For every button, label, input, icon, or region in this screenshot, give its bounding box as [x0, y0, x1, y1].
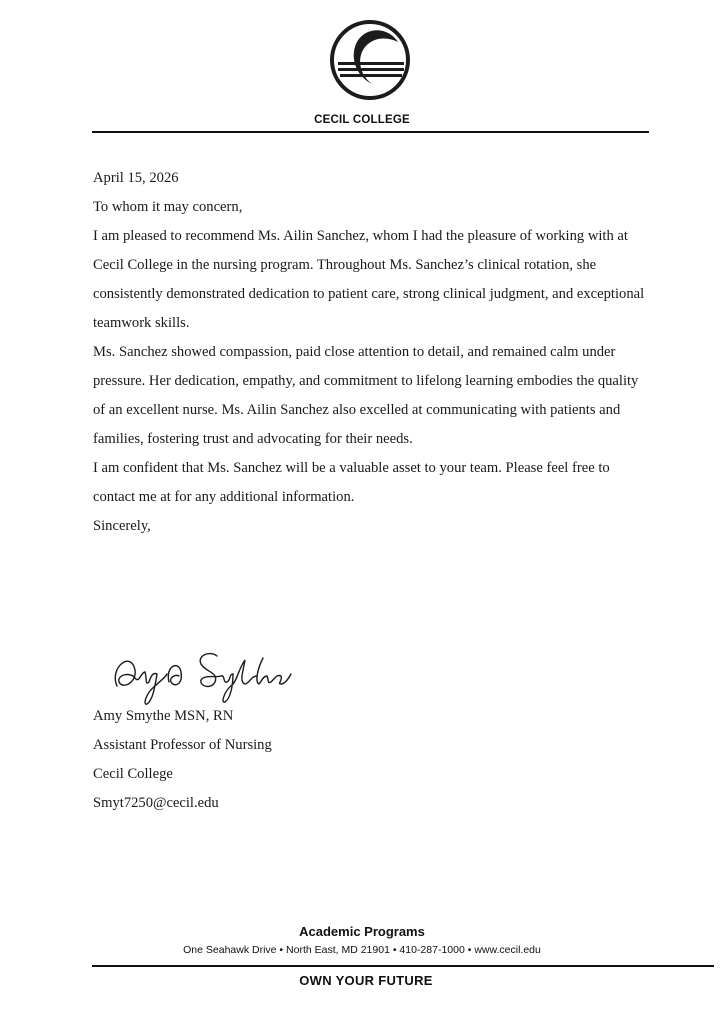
signature-icon — [105, 642, 305, 710]
paragraph-3: I am confident that Ms. Sanchez will be a valuable asset to your team. Please feel free to contact me at for any additional information. — [93, 460, 610, 505]
footer-department: Academic Programs — [299, 924, 425, 939]
footer-divider — [92, 965, 714, 967]
letter-date: April 15, 2026 — [93, 170, 179, 186]
header-divider — [92, 131, 649, 133]
signer-institution: Cecil College — [93, 766, 173, 782]
footer-tagline: OWN YOUR FUTURE — [299, 973, 433, 988]
signer-email: Smyt7250@cecil.edu — [93, 795, 219, 811]
college-logo-icon — [328, 14, 412, 110]
paragraph-1: I am pleased to recommend Ms. Ailin Sanchez, whom I had the pleasure of working with at Cecil College in the nursing program. Throughout Ms. Sanchez’s clinical rotation, she consistently demonstrated dedication to patient care, strong clinical judgment, and exceptional teamwork skills. — [93, 228, 645, 331]
closing: Sincerely, — [93, 518, 151, 534]
footer-address: One Seahawk Drive • North East, MD 21901 • 410-287-1000 • www.cecil.edu — [183, 944, 541, 956]
signer-name: Amy Smythe MSN, RN — [93, 708, 234, 724]
salutation: To whom it may concern, — [93, 199, 243, 215]
signer-block — [93, 702, 272, 818]
college-name: CECIL COLLEGE — [314, 114, 410, 126]
letter-body — [93, 164, 653, 541]
paragraph-2: Ms. Sanchez showed compassion, paid close attention to detail, and remained calm under pressure. Her dedication, empathy, and commitment to lifelong learning embodies the quality of an excellent nurse. Ms. Ailin Sanchez also excelled at communicating with patients and families, fostering trust and advocating for their needs. — [93, 344, 639, 447]
signer-title: Assistant Professor of Nursing — [93, 737, 272, 753]
